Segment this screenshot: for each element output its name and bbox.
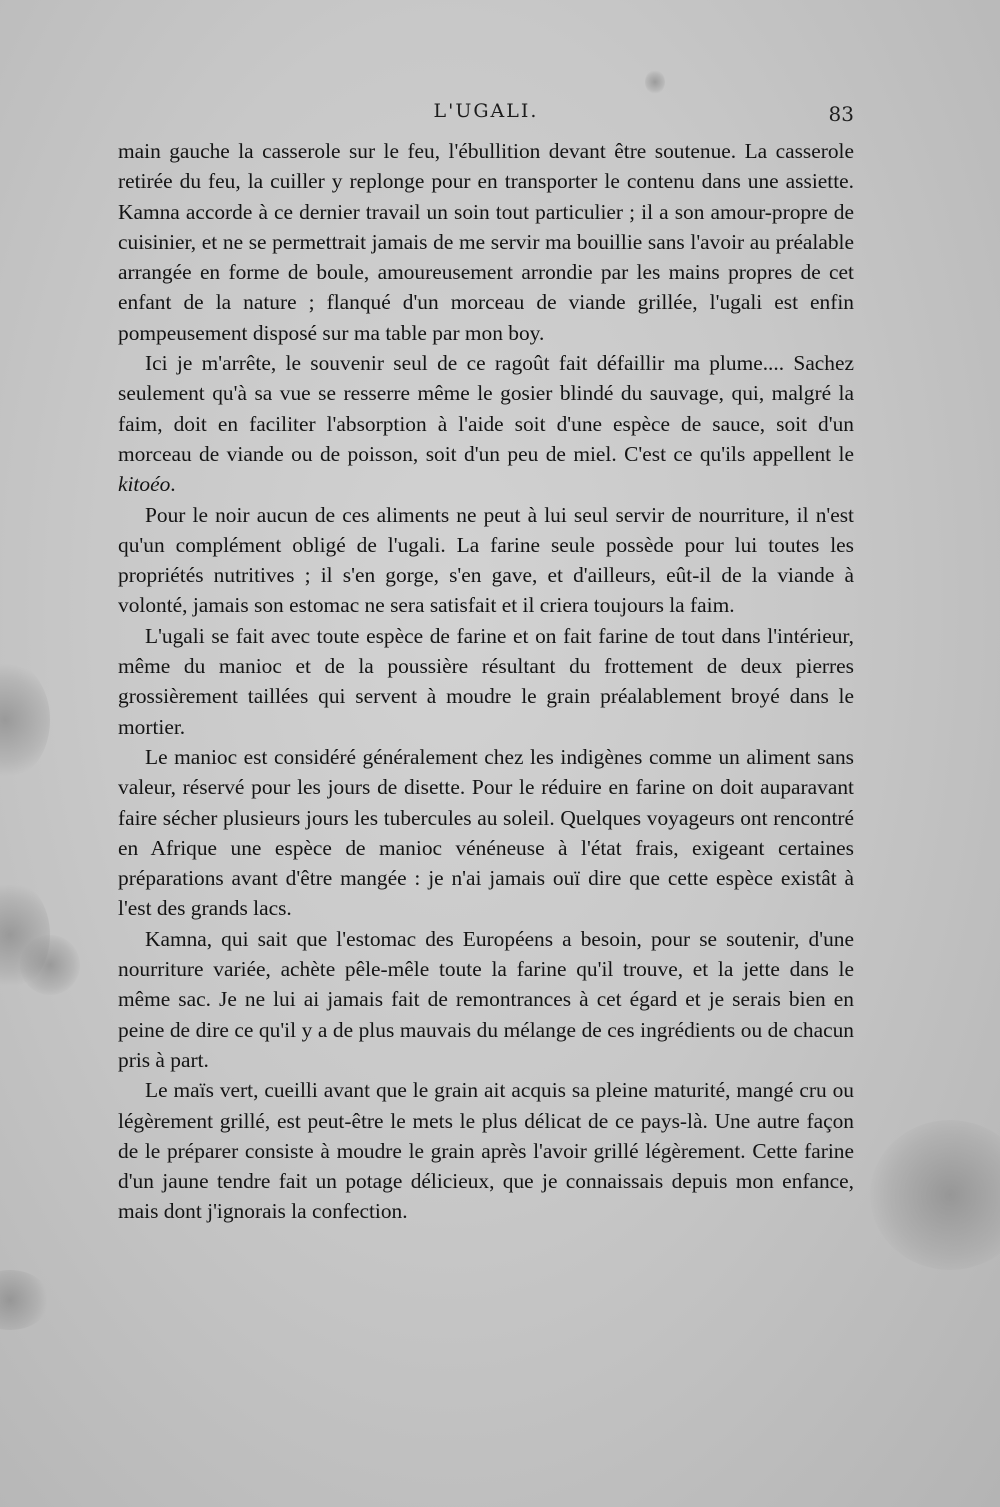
italic-term: kitoéo	[118, 472, 171, 497]
page-number: 83	[828, 102, 854, 126]
paragraph	[118, 348, 854, 499]
paper-stain	[0, 660, 50, 780]
paper-stain	[870, 1120, 1000, 1270]
paper-stain	[0, 1270, 50, 1330]
paragraph: Le maïs vert, cueilli avant que le grain ait acquis sa pleine maturité, mangé cru ou légèrement grillé, est peut-être le mets le plus délicat de ce pays-là. Une autre façon de le préparer consiste à moudre le grain après l'avoir grillé légèrement. Cette farine d'un jaune tendre fait un potage délicieux, que je connaissais depuis mon enfance, mais dont j'ignorais la confection.	[118, 1078, 854, 1224]
paragraph: main gauche la casserole sur le feu, l'ébullition devant être soutenue. La casserole retirée du feu, la cuiller y replonge pour en transporter le contenu dans une assiette. Kamna accorde à ce dernier travail un soin tout particulier ; il a son amour-propre de cuisinier, et ne se permettrait jamais de me servir ma bouillie sans l'avoir au préalable arrangée en forme de boule, amoureusement arrondie par les mains propres de cet enfant de la nature ; flanqué d'un morceau de viande grillée, l'ugali est enfin pompeusement disposé sur ma table par mon boy.	[118, 139, 854, 345]
italic-term-suffix: .	[170, 472, 176, 497]
running-title: L'UGALI.	[433, 100, 539, 122]
paragraph: Kamna, qui sait que l'estomac des Européens a besoin, pour se soutenir, d'une nourriture variée, achète pêle-mêle toute la farine qu'il trouve, et la jette dans le même sac. Je ne lui ai jamais fait de remontrances à cet égard et je serais bien en peine de dire ce qu'il y a de plus mauvais du mélange de ces ingrédients ou de chacun pris à part.	[118, 926, 854, 1072]
paragraph-text: Ici je m'arrête, le souvenir seul de ce ragoût fait défaillir ma plume.... Sachez seulement qu'à sa vue se resserre même le gosier blindé du sauvage, qui, malgré la faim, doit en faciliter l'absorption à l'aide soit d'une espèce de sauce, soit d'un morceau de viande ou de poisson, soit d'un peu de miel. C'est ce qu'ils appellent le	[118, 351, 854, 466]
page-header	[118, 100, 854, 130]
paragraph: Pour le noir aucun de ces aliments ne peut à lui seul servir de nourriture, il n'est qu'un complément obligé de l'ugali. La farine seule possède pour lui toutes les propriétés nutritives ; il s'en gorge, s'en gave, et d'ailleurs, eût-il de la viande à volonté, jamais son estomac ne sera satisfait et il criera toujours la faim.	[118, 502, 854, 618]
paper-stain	[20, 935, 80, 995]
body-text	[118, 136, 854, 1227]
paragraph: Le manioc est considéré généralement chez les indigènes comme un aliment sans valeur, réservé pour les jours de disette. Pour le réduire en farine on doit auparavant faire sécher plusieurs jours les tubercules au soleil. Quelques voyageurs ont rencontré en Afrique une espèce de manioc vénéneuse à l'état frais, exigeant certaines préparations avant d'être mangée : je n'ai jamais ouï dire que cette espèce existât à l'est des grands lacs.	[118, 744, 854, 921]
paragraph: L'ugali se fait avec toute espèce de farine et on fait farine de tout dans l'intérieur, même du manioc et de la poussière résultant du frottement de deux pierres grossièrement taillées qui servent à moudre le grain préalablement broyé dans le mortier.	[118, 623, 854, 739]
paper-stain	[645, 70, 665, 94]
